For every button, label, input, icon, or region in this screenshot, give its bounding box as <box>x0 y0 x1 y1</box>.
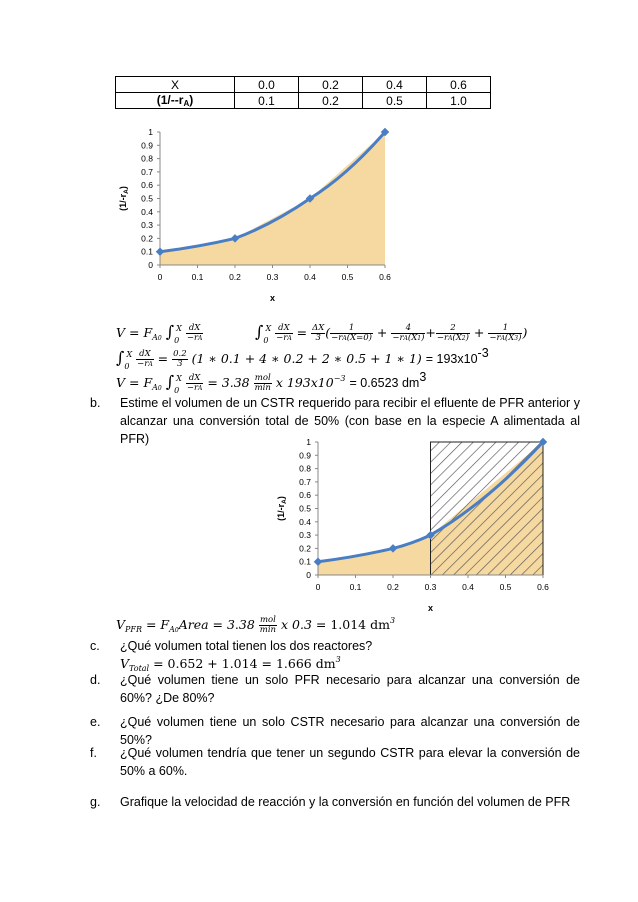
item-text: ¿Qué volumen total tienen los dos reactores? <box>120 639 373 653</box>
levenspiel-chart-cstr <box>268 432 558 617</box>
equation-volume-result: $V = F_{A0}$ $\int_0^X$ $\frac{dX}{-rA}$ = 3.38 $\frac{\text{mol}}{\min}$ x $193x10^{-3} = 0.6523$ dm3 <box>116 370 427 395</box>
y-tick-label: 0.6 <box>299 490 311 501</box>
x-axis-label: x <box>427 603 434 613</box>
item-label: g. <box>90 795 101 809</box>
x-tick-label: 0.4 <box>304 272 316 282</box>
y-tick-label: 0.5 <box>299 503 311 514</box>
table-row-rate <box>116 93 491 109</box>
y-tick-label: 0.2 <box>141 233 153 244</box>
rate-label: (1/--r <box>156 93 184 107</box>
item-label: b. <box>90 396 101 410</box>
rate-label-close: ) <box>189 93 194 107</box>
area-fill <box>160 132 385 265</box>
vpfr-value: = 1.014 dm <box>315 617 390 632</box>
item-text: Grafique la velocidad de reacción y la conversión en función del volumen de PFR <box>120 795 571 809</box>
item-text: ¿Qué volumen tiene un solo PFR necesario para alcanzar una conversión de 60%? ¿De 80%? <box>120 673 580 705</box>
y-tick-label: 0.7 <box>141 166 153 177</box>
table-cell: 0.0 <box>235 77 299 93</box>
y-axis-label: $(1/-r_A)$ <box>118 186 130 211</box>
y-tick-label: 0.8 <box>141 153 153 164</box>
table-cell: 0.4 <box>363 77 427 93</box>
table-cell: 0.5 <box>363 93 427 109</box>
cstr-rectangle <box>431 442 544 575</box>
table-header-rate <box>116 93 235 109</box>
table-cell: 0.2 <box>299 93 363 109</box>
y-tick-label: 0.1 <box>141 246 153 257</box>
item-label: c. <box>90 639 100 653</box>
levenspiel-chart-pfr <box>110 122 400 307</box>
y-tick-label: 0.9 <box>299 450 311 461</box>
item-text: ¿Qué volumen tiene un solo CSTR necesario para alcanzar una conversión de 50%? <box>120 715 580 747</box>
y-tick-label: 1 <box>306 437 311 447</box>
item-label: d. <box>90 673 101 687</box>
equation-simpson: $\int_0^X$ $\frac{dX}{-rA}$ = $\frac{\Delta X}{3}$ ( $\frac{1}{-rA(X=0)}$ + $\frac{4}{-rA(X1)}$ + $\frac{2}{-rA(X2)}$ + $\frac{1}{-rA(X3)}$ ) <box>255 322 528 345</box>
y-tick-label: 0.5 <box>141 193 153 204</box>
equation-simpson-result: $\int_0^X$ $\frac{dX}{-rA}$ = $\frac{0.2}{3}$ (1 ∗ 0.1 + 4 ∗ 0.2 + 2 ∗ 0.5 + 1 ∗ 1) = 193x10-3 <box>116 346 489 371</box>
x-tick-label: 0.2 <box>229 272 241 282</box>
x-tick-label: 0.5 <box>341 272 354 282</box>
x-tick-label: 0.6 <box>379 272 391 282</box>
equation-vpfr: $V_{PFR}$ = $F_{A0}Area = 3.38$ $\frac{\text{mol}}{\min}$ x 0.3 = 1.014 $dm^3$ <box>116 615 396 635</box>
y-tick-label: 0.4 <box>141 206 153 217</box>
y-tick-label: 0.3 <box>141 220 153 231</box>
y-tick-label: 0.6 <box>141 180 153 191</box>
y-tick-label: 0.2 <box>299 543 311 554</box>
item-label: f. <box>90 746 97 760</box>
y-tick-label: 0.8 <box>299 463 311 474</box>
x-axis-label: x <box>269 293 276 303</box>
table-cell: 1.0 <box>427 93 491 109</box>
x-tick-label: 0 <box>315 582 321 592</box>
rate-label-sub: A <box>183 99 190 108</box>
x-tick-label: 0.2 <box>387 582 399 592</box>
volume-exponent: 3 <box>419 370 427 384</box>
equation-vtotal: $V_{Total} = 0.652 + 1.014 = 1.666$ $dm^3$ <box>120 655 341 673</box>
y-tick-label: 0 <box>306 570 311 580</box>
table-cell: 0.2 <box>299 77 363 93</box>
y-axis-label: $(1/-r_A)$ <box>276 496 288 521</box>
item-text: Estime el volumen de un CSTR requerido para recibir el efluente de PFR anterior y alcanzar una conversión total de 50% (con base en la especie A alimentada al PFR) <box>120 396 580 446</box>
item-text: ¿Qué volumen tendría que tener un segundo CSTR para elevar la conversión de 50% a 60%. <box>120 746 580 778</box>
equation-volume-integral: $V = F_{A0}$ $\int_0^X$ $\frac{dX}{-rA}$ <box>116 322 203 345</box>
y-tick-label: 0.4 <box>299 516 311 527</box>
x-tick-label: 0.4 <box>462 582 474 592</box>
x-tick-label: 0 <box>157 272 163 282</box>
integral-exponent: -3 <box>477 346 489 360</box>
x-tick-label: 0.3 <box>266 272 279 282</box>
x-tick-label: 0.6 <box>537 582 549 592</box>
table-row-x <box>116 77 491 93</box>
y-tick-label: 0.1 <box>299 556 311 567</box>
data-table <box>115 76 491 109</box>
item-label: e. <box>90 715 101 729</box>
x-tick-label: 0.1 <box>349 582 362 592</box>
integral-value: = 193x10 <box>425 352 478 366</box>
table-cell: 0.6 <box>427 77 491 93</box>
y-tick-label: 0.9 <box>141 140 153 151</box>
y-tick-label: 0 <box>148 260 153 270</box>
x-tick-label: 0.5 <box>499 582 512 592</box>
vtotal-value: = 0.652 + 1.014 = 1.666 dm <box>153 656 336 671</box>
table-header-x: X <box>116 77 235 93</box>
x-tick-label: 0.1 <box>191 272 204 282</box>
volume-value: = 0.6523 dm <box>349 376 420 390</box>
y-tick-label: 0.7 <box>299 476 311 487</box>
x-tick-label: 0.3 <box>424 582 437 592</box>
y-tick-label: 0.3 <box>299 530 311 541</box>
table-cell: 0.1 <box>235 93 299 109</box>
y-tick-label: 1 <box>148 127 153 137</box>
